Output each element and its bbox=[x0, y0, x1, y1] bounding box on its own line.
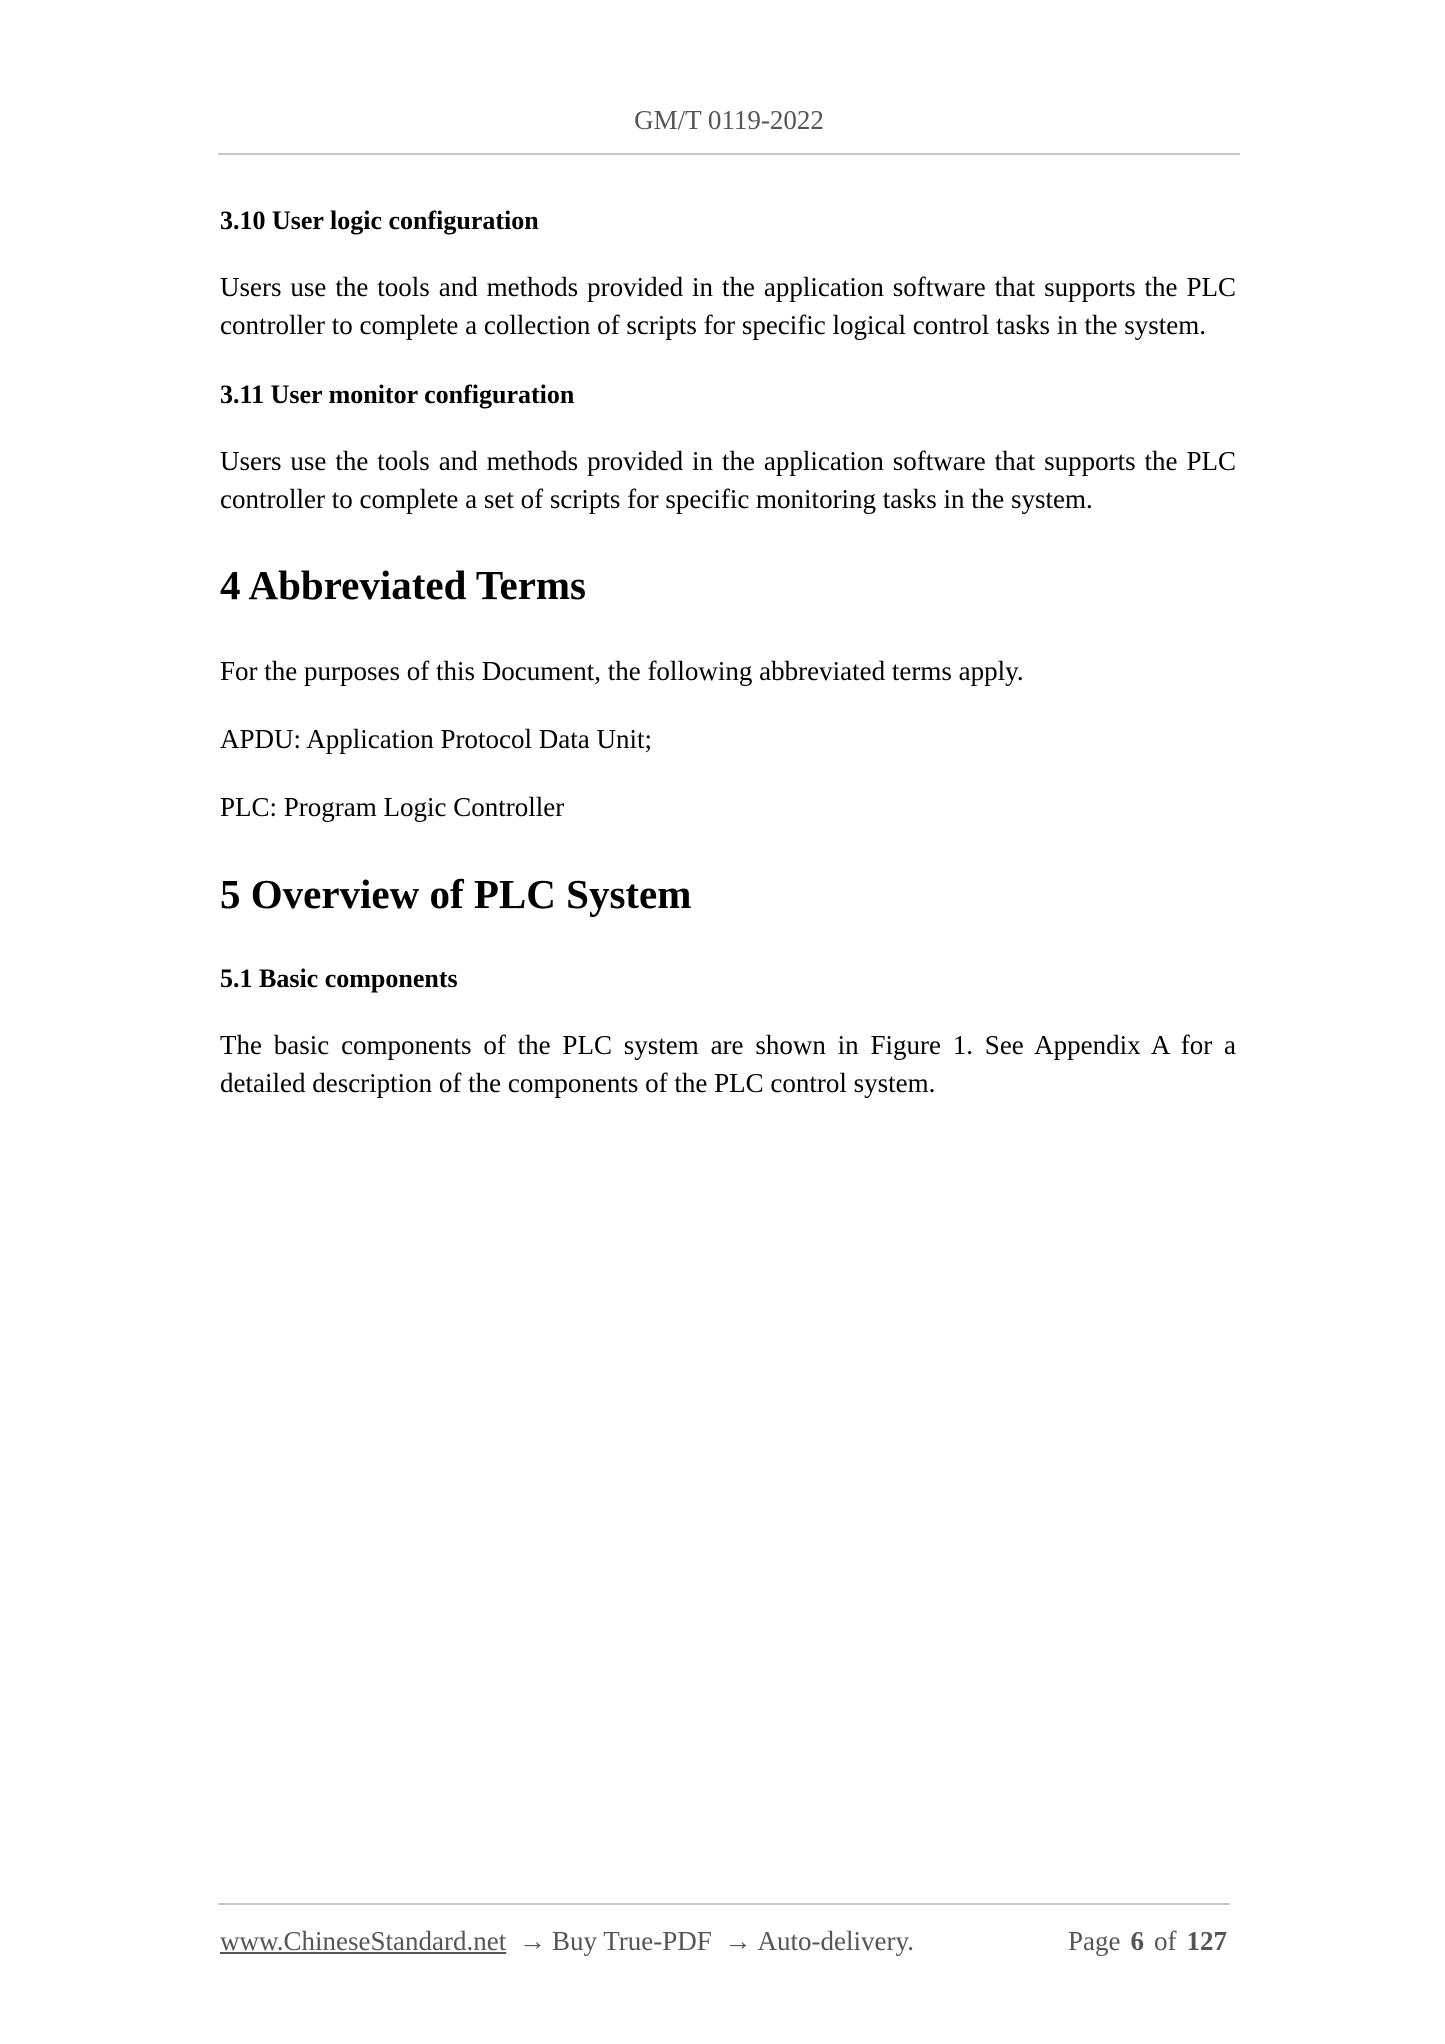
footer-promo bbox=[220, 1922, 914, 1960]
arrow-right-icon: → bbox=[724, 1926, 752, 1956]
section-3-10-body: Users use the tools and methods provided in the application software that supports the PLC controller to complete a collection of scripts for specific logical control tasks in the system. bbox=[220, 272, 1236, 340]
abbreviation-plc: PLC: Program Logic Controller bbox=[220, 792, 565, 822]
of-label: of bbox=[1154, 1926, 1177, 1956]
page-total: 127 bbox=[1186, 1926, 1227, 1956]
chinese-standard-link[interactable]: www.ChineseStandard.net bbox=[220, 1926, 507, 1956]
page-number: 6 bbox=[1130, 1926, 1144, 1956]
document-id-header: GM/T 0119-2022 bbox=[634, 105, 824, 135]
section-5-1-body: The basic components of the PLC system are shown in Figure 1. See Appendix A for a detailed description of the components of the PLC control system. bbox=[220, 1030, 1236, 1098]
section-3-11-heading: 3.11 User monitor configuration bbox=[220, 380, 575, 409]
section-5-heading: 5 Overview of PLC System bbox=[220, 871, 692, 917]
section-3-11-body: Users use the tools and methods provided in the application software that supports the PLC controller to complete a set of scripts for specific monitoring tasks in the system. bbox=[220, 446, 1236, 514]
page-indicator bbox=[1068, 1922, 1227, 1960]
section-4-heading: 4 Abbreviated Terms bbox=[220, 562, 586, 608]
section-4-intro: For the purposes of this Document, the following abbreviated terms apply. bbox=[220, 656, 1024, 686]
abbreviation-apdu: APDU: Application Protocol Data Unit; bbox=[220, 724, 652, 754]
auto-delivery-text: Auto-delivery. bbox=[757, 1926, 914, 1956]
footer-divider bbox=[218, 1903, 1230, 1905]
section-5-1-heading: 5.1 Basic components bbox=[220, 964, 458, 993]
page-footer bbox=[220, 1922, 1230, 1962]
header-divider bbox=[218, 153, 1240, 155]
page-label: Page bbox=[1068, 1926, 1121, 1956]
section-3-10-heading: 3.10 User logic configuration bbox=[220, 206, 539, 235]
arrow-right-icon: → bbox=[518, 1926, 546, 1956]
buy-true-pdf-text: Buy True-PDF bbox=[551, 1926, 712, 1956]
